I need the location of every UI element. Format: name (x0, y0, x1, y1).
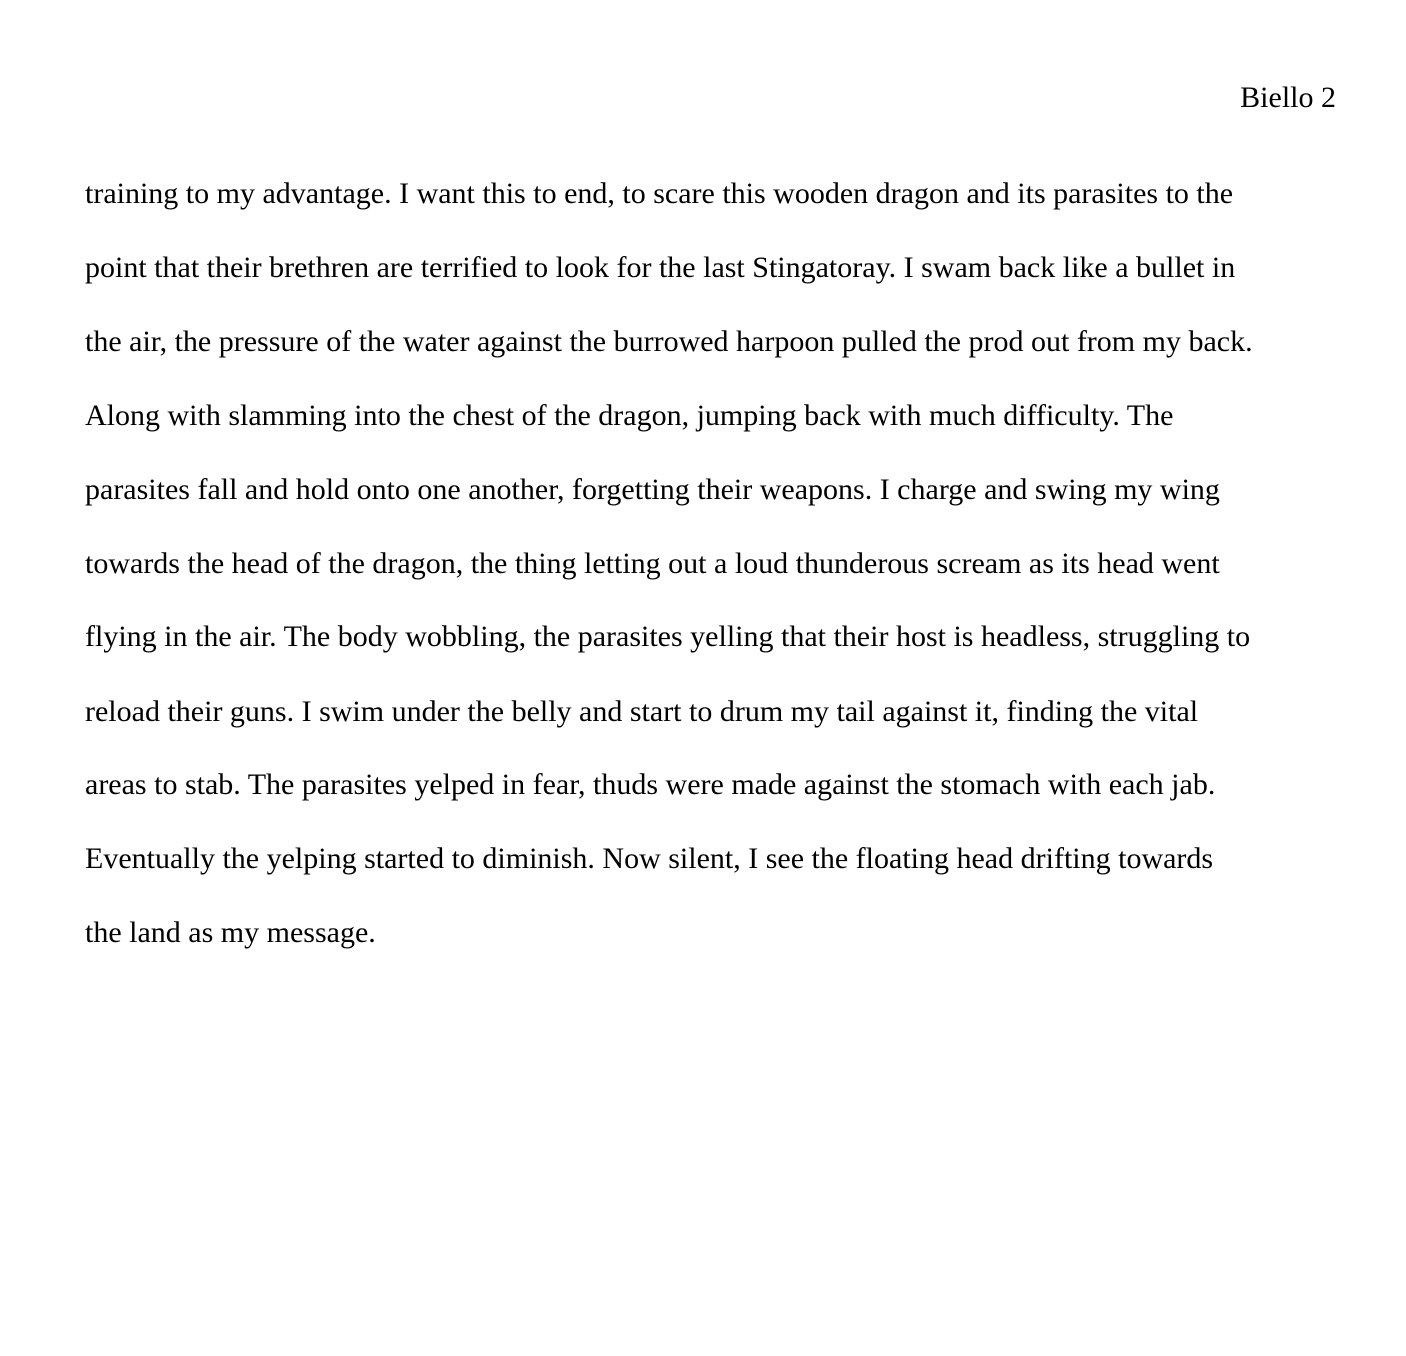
page-header-label: Biello 2 (1240, 81, 1336, 114)
text-line: Along with slamming into the chest of the dragon, jumping back with much difficulty. The (85, 399, 1174, 432)
text-line: parasites fall and hold onto one another, forgetting their weapons. I charge and swing my wing (85, 473, 1220, 506)
text-line: towards the head of the dragon, the thing letting out a loud thunderous scream as its head went (85, 547, 1220, 580)
text-line: flying in the air. The body wobbling, the parasites yelling that their host is headless, struggling to (85, 620, 1251, 653)
text-line: areas to stab. The parasites yelped in fear, thuds were made against the stomach with each jab. (85, 768, 1216, 801)
text-line: the air, the pressure of the water against the burrowed harpoon pulled the prod out from my back. (85, 325, 1253, 358)
text-line: Eventually the yelping started to diminish. Now silent, I see the floating head drifting towards (85, 842, 1214, 875)
text-line: training to my advantage. I want this to end, to scare this wooden dragon and its parasites to the (85, 177, 1234, 210)
text-line: reload their guns. I swim under the belly and start to drum my tail against it, finding the vital (85, 695, 1199, 728)
text-line: the land as my message. (85, 916, 376, 949)
text-line: point that their brethren are terrified to look for the last Stingatoray. I swam back like a bullet in (85, 251, 1236, 284)
